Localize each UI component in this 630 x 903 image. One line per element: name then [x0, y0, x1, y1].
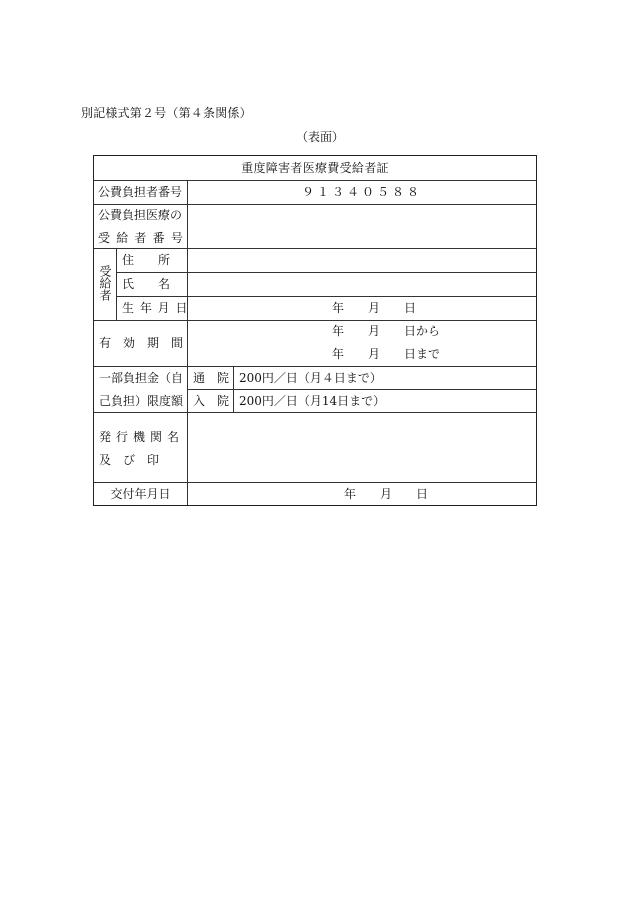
public-payer-no-value: ９１３４０５８８: [301, 185, 422, 199]
issue-date-label: 交付年月日: [110, 487, 171, 501]
recipient-no-label-line1: 公費負担医療の: [98, 208, 183, 222]
issuer-label-line1: 発 行 機 関 名: [99, 430, 180, 444]
public-payer-no-label: 公費負担者番号: [98, 185, 183, 199]
birth-date-value: 年 月 日: [332, 301, 417, 315]
validity-to: 年 月 日まで: [332, 347, 441, 361]
outpatient-value: 200円／日（月４日まで）: [239, 371, 382, 385]
form-identifier: 別記様式第２号（第４条関係）: [81, 106, 252, 120]
rule-recipient-no: [94, 248, 536, 249]
copay-label-line2: 己負担）限度額: [99, 394, 184, 408]
rule-name: [116, 296, 536, 297]
inpatient-label: 入 院: [193, 394, 230, 408]
rule-recipient-group: [116, 248, 117, 320]
rule-title: [94, 180, 536, 181]
birth-date-label: 生 年 月 日: [122, 301, 189, 315]
rule-copay-type: [233, 366, 234, 412]
rule-copay: [94, 412, 536, 413]
rule-address: [116, 272, 536, 273]
name-label: 氏 名: [122, 277, 171, 291]
certificate-form: [93, 155, 537, 506]
issuer-label-line2: 及 び 印: [99, 453, 160, 467]
address-label: 住 所: [122, 253, 171, 267]
issue-date-value: 年 月 日: [344, 487, 429, 501]
rule-label-column: [187, 180, 188, 505]
side-label: （表面）: [295, 130, 344, 144]
card-title: 重度障害者医療費受給者証: [241, 161, 389, 175]
rule-issuer: [94, 482, 536, 483]
recipient-no-label-line2: 受 給 者 番 号: [98, 231, 185, 245]
rule-birth: [94, 320, 536, 321]
copay-label-line1: 一部負担金（自: [99, 371, 184, 385]
inpatient-value: 200円／日（月14日まで）: [239, 394, 386, 408]
validity-from: 年 月 日から: [332, 324, 441, 338]
outpatient-label: 通 院: [193, 371, 230, 385]
validity-label: 有 効 期 間: [99, 336, 184, 350]
recipient-group-label: 受給者: [98, 265, 112, 301]
rule-validity: [94, 366, 536, 367]
rule-copay-mid: [187, 389, 536, 390]
rule-payer: [94, 204, 536, 205]
